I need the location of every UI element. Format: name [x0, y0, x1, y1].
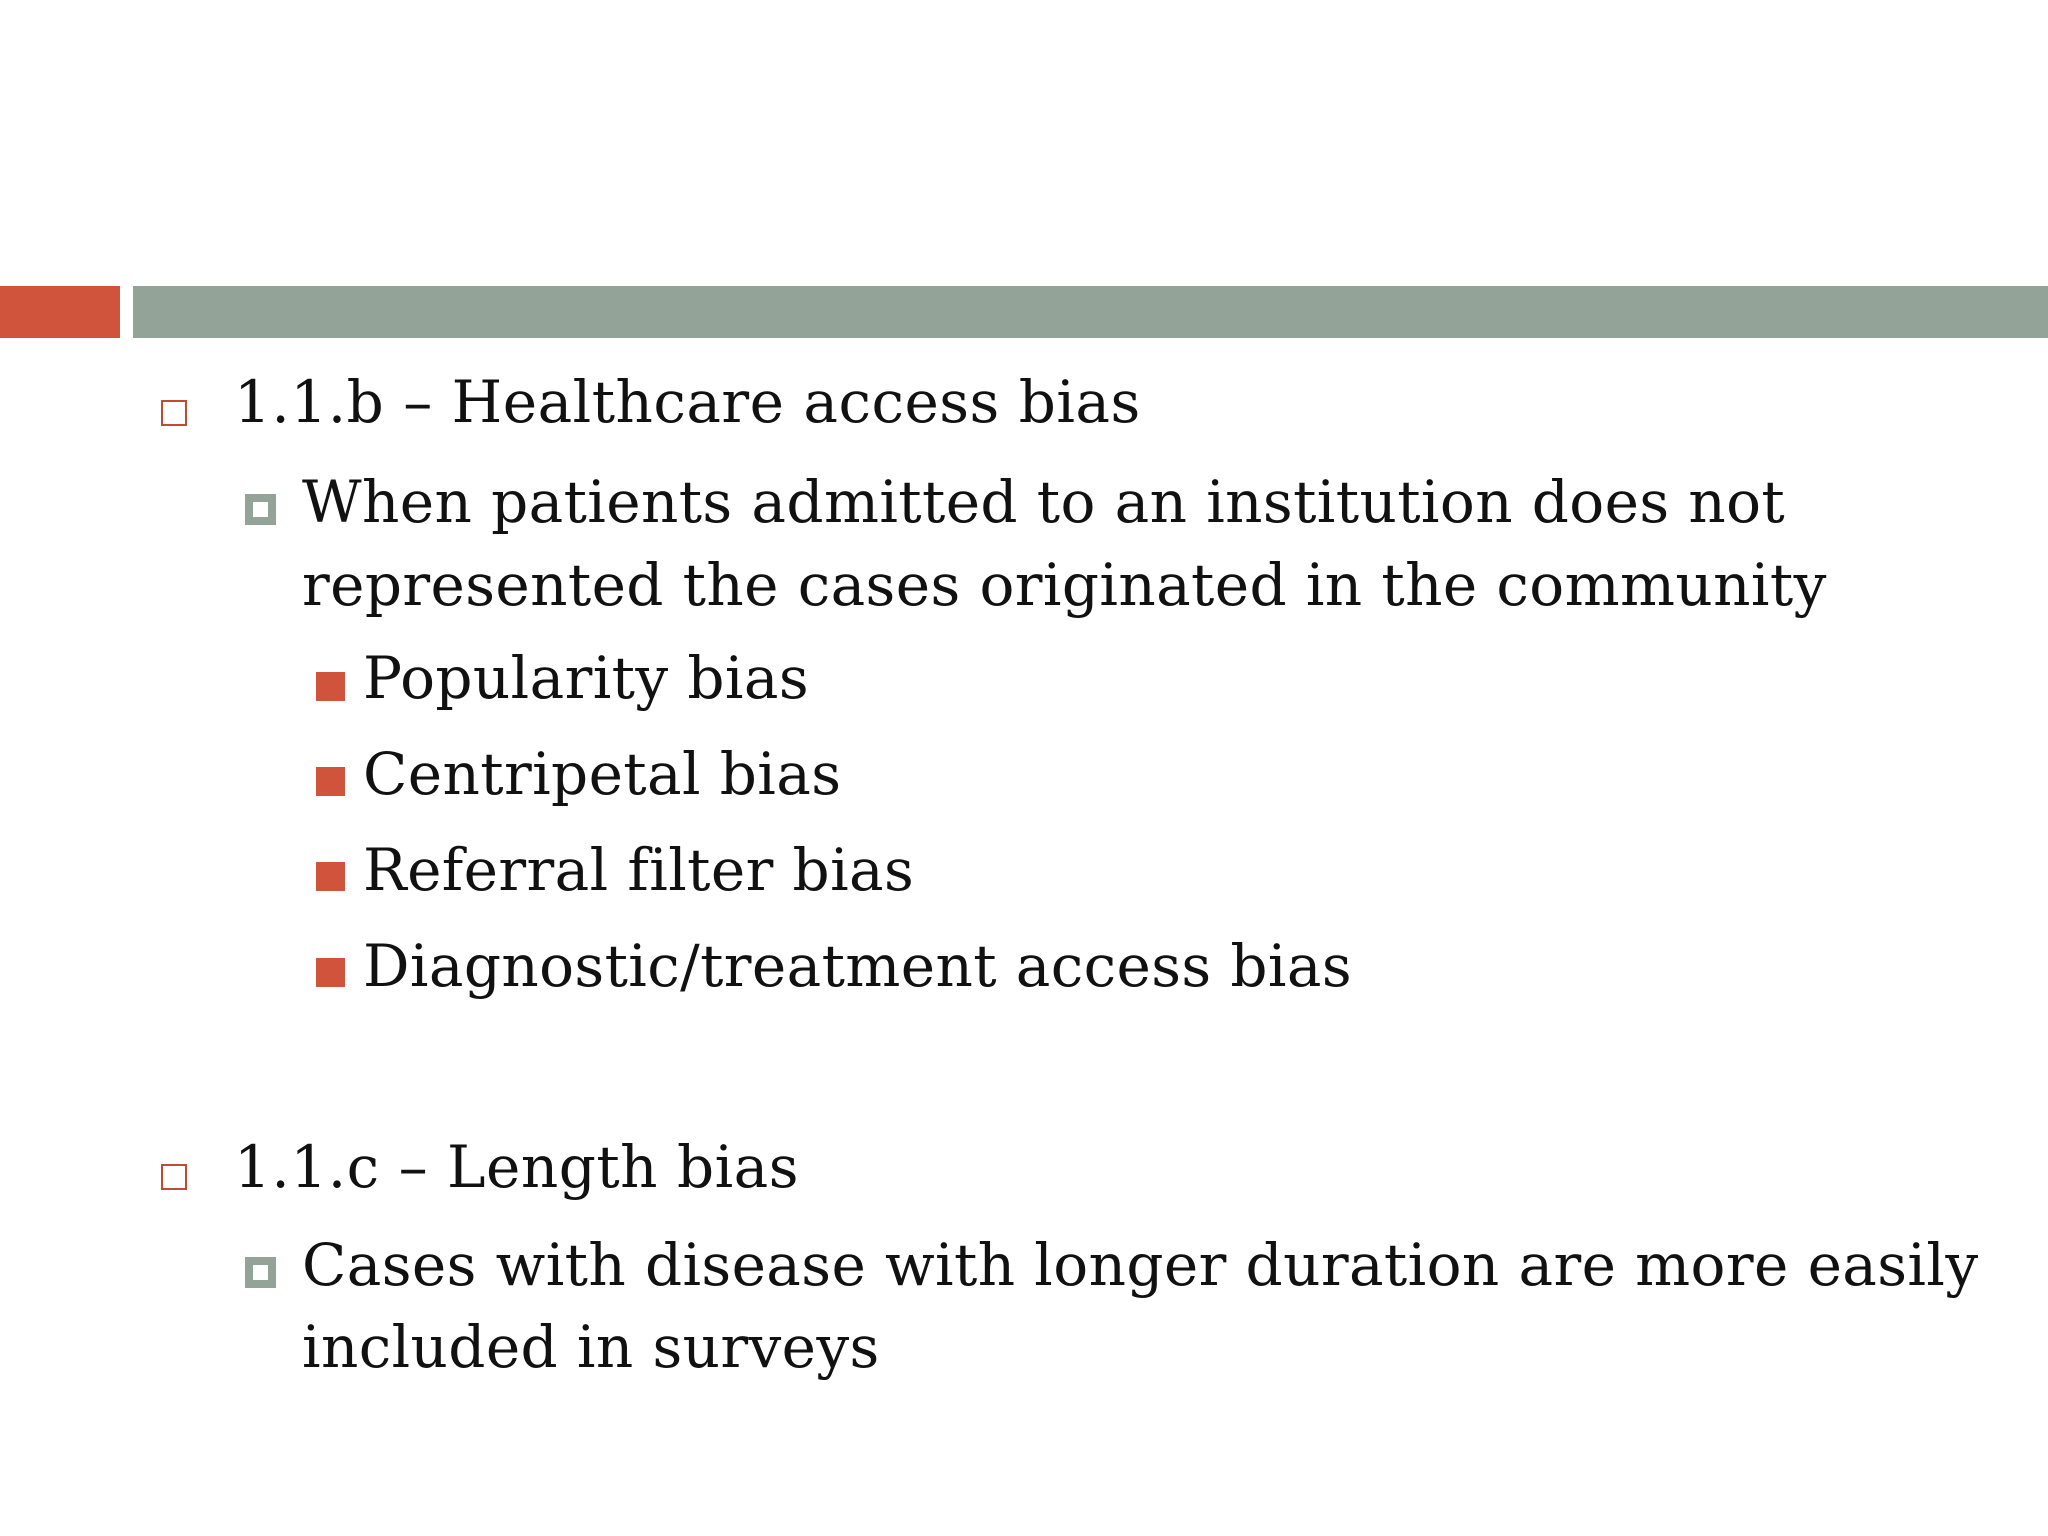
section-heading: 1.1.c – Length bias — [234, 1133, 799, 1201]
section-heading: 1.1.b – Healthcare access bias — [234, 368, 1141, 436]
section-description-line: represented the cases originated in the community — [302, 551, 1827, 619]
section-description-line: included in surveys — [302, 1313, 880, 1381]
list-item: Centripetal bias — [363, 740, 842, 808]
filled-square-icon — [316, 767, 345, 796]
framed-square-icon — [245, 1257, 276, 1288]
filled-square-icon — [316, 862, 345, 891]
filled-square-icon — [316, 672, 345, 701]
list-item: Diagnostic/treatment access bias — [363, 932, 1353, 1000]
hollow-square-icon — [161, 400, 187, 426]
hollow-square-icon — [161, 1164, 187, 1190]
list-item: Popularity bias — [363, 644, 810, 712]
section-description-line: When patients admitted to an institution does not — [302, 468, 1786, 536]
section-description-line: Cases with disease with longer duration are more easily — [302, 1231, 1979, 1299]
filled-square-icon — [316, 958, 345, 987]
list-item: Referral filter bias — [363, 836, 915, 904]
framed-square-icon — [245, 494, 276, 525]
